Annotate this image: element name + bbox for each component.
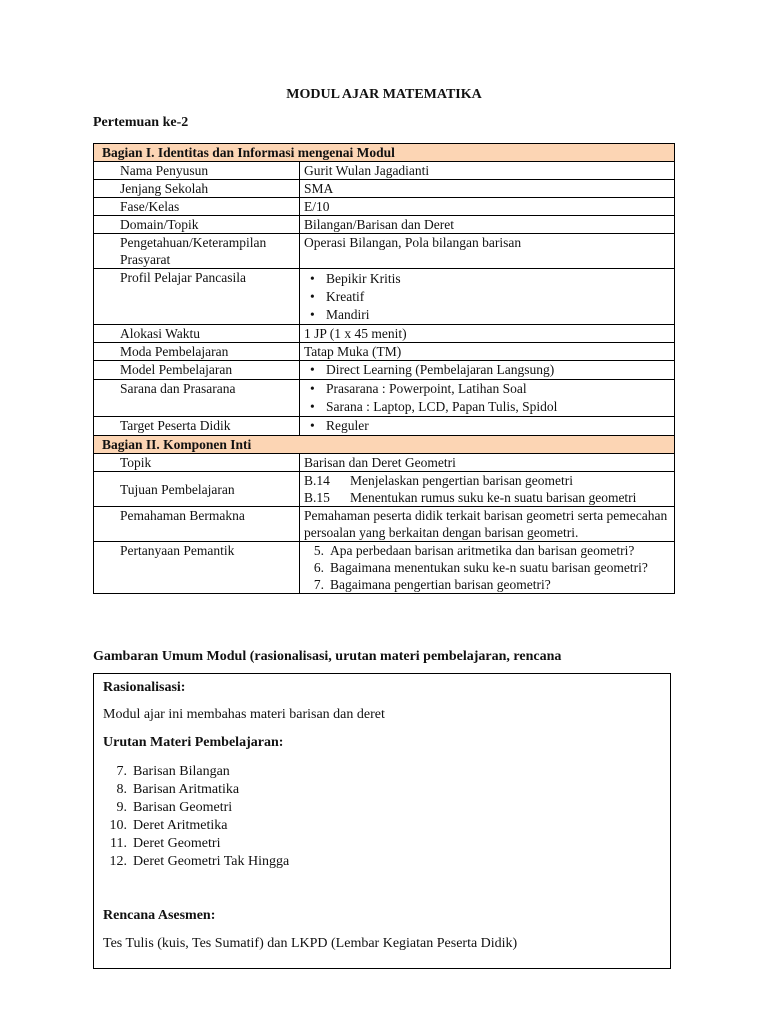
row-value: Tatap Muka (TM) — [300, 343, 675, 361]
row-value — [300, 269, 675, 325]
sequence-text: Barisan Bilangan — [133, 764, 230, 779]
table-row — [94, 417, 675, 436]
list-item: • Mandiri — [304, 306, 670, 323]
section-header-row — [94, 144, 675, 162]
sequence-text: Deret Geometri — [133, 836, 221, 851]
row-label: Domain/Topik — [94, 216, 300, 234]
objective-item — [304, 489, 670, 506]
overview-heading: Gambaran Umum Modul (rasionalisasi, urutan materi pembelajaran, rencana — [93, 649, 562, 664]
sequence-list — [103, 763, 289, 871]
list-item: • Reguler — [304, 417, 670, 434]
sequence-number: 11. — [110, 836, 127, 851]
table-row — [94, 325, 675, 343]
row-label: Pemahaman Bermakna — [94, 507, 300, 542]
row-label: Pengetahuan/Keterampilan Prasyarat — [94, 234, 300, 269]
sequence-number: 7. — [116, 764, 127, 779]
assessment-text: Tes Tulis (kuis, Tes Sumatif) dan LKPD (Lembar Kegiatan Peserta Didik) — [103, 936, 518, 951]
row-label: Topik — [94, 454, 300, 472]
table-row — [94, 507, 675, 542]
list-item: • Prasarana : Powerpoint, Latihan Soal — [304, 380, 670, 397]
row-value: SMA — [300, 180, 675, 198]
objective-text: Menentukan rumus suku ke-n suatu barisan geometri — [350, 490, 637, 505]
row-value: Bilangan/Barisan dan Deret — [300, 216, 675, 234]
list-item: • Kreatif — [304, 288, 670, 305]
overview-box — [93, 673, 671, 969]
list-item — [103, 781, 289, 799]
model-list — [304, 361, 670, 378]
row-value: E/10 — [300, 198, 675, 216]
list-item — [103, 835, 289, 853]
row-value: Pemahaman peserta didik terkait barisan geometri serta pemecahan persoalan yang berkaitan dengan barisan geometri. — [300, 507, 675, 542]
sequence-number: 10. — [109, 818, 127, 833]
assessment-heading: Rencana Asesmen: — [103, 908, 216, 923]
question-item — [304, 576, 670, 593]
row-label: Profil Pelajar Pancasila — [94, 269, 300, 325]
row-label: Jenjang Sekolah — [94, 180, 300, 198]
row-value — [300, 417, 675, 436]
objective-text: Menjelaskan pengertian barisan geometri — [350, 473, 574, 488]
row-value: Gurit Wulan Jagadianti — [300, 162, 675, 180]
section-2-header: Bagian II. Komponen Inti — [94, 436, 675, 454]
table-row — [94, 343, 675, 361]
meeting-label: Pertemuan ke-2 — [93, 115, 189, 130]
list-item — [103, 799, 289, 817]
question-item — [304, 559, 670, 576]
objective-code: B.14 — [304, 473, 330, 488]
table-row — [94, 454, 675, 472]
question-item — [304, 542, 670, 559]
table-row — [94, 361, 675, 380]
table-row — [94, 269, 675, 325]
row-value — [300, 472, 675, 507]
row-label: Sarana dan Prasarana — [94, 380, 300, 417]
list-item: • Bepikir Kritis — [304, 270, 670, 287]
sequence-text: Deret Aritmetika — [133, 818, 228, 833]
row-value: Barisan dan Deret Geometri — [300, 454, 675, 472]
sequence-text: Deret Geometri Tak Hingga — [133, 854, 290, 869]
sequence-text: Barisan Geometri — [133, 800, 233, 815]
row-label: Moda Pembelajaran — [94, 343, 300, 361]
table-row — [94, 162, 675, 180]
question-text: Apa perbedaan barisan aritmetika dan barisan geometri? — [330, 543, 635, 558]
objective-code: B.15 — [304, 490, 330, 505]
list-item — [103, 853, 289, 871]
row-label: Model Pembelajaran — [94, 361, 300, 380]
question-text: Bagaimana menentukan suku ke-n suatu barisan geometri? — [330, 560, 648, 575]
row-label: Fase/Kelas — [94, 198, 300, 216]
rationale-heading: Rasionalisasi: — [103, 680, 186, 695]
row-label: Nama Penyusun — [94, 162, 300, 180]
list-item: • Direct Learning (Pembelajaran Langsung) — [304, 361, 670, 378]
row-value — [300, 542, 675, 594]
facilities-list — [304, 380, 670, 415]
table-row — [94, 472, 675, 507]
sequence-number: 9. — [116, 800, 127, 815]
question-text: Bagaimana pengertian barisan geometri? — [330, 577, 551, 592]
row-value — [300, 361, 675, 380]
list-item — [103, 817, 289, 835]
question-number: 6. — [313, 560, 324, 575]
sequence-heading: Urutan Materi Pembelajaran: — [103, 735, 284, 750]
module-identity-table — [93, 143, 675, 594]
table-row — [94, 198, 675, 216]
section-header-row — [94, 436, 675, 454]
table-row — [94, 542, 675, 594]
rationale-text: Modul ajar ini membahas materi barisan dan deret — [103, 707, 385, 722]
page-title: MODUL AJAR MATEMATIKA — [286, 87, 482, 102]
row-label: Target Peserta Didik — [94, 417, 300, 436]
list-item: • Sarana : Laptop, LCD, Papan Tulis, Spidol — [304, 398, 670, 415]
target-list — [304, 417, 670, 434]
question-number: 7. — [313, 577, 324, 592]
sequence-text: Barisan Aritmatika — [133, 782, 240, 797]
row-value: Operasi Bilangan, Pola bilangan barisan — [300, 234, 675, 269]
list-item — [103, 763, 289, 781]
row-label: Pertanyaan Pemantik — [94, 542, 300, 594]
row-value — [300, 380, 675, 417]
profile-list — [304, 270, 670, 323]
section-1-header: Bagian I. Identitas dan Informasi mengenai Modul — [94, 144, 675, 162]
table-row — [94, 216, 675, 234]
row-label: Alokasi Waktu — [94, 325, 300, 343]
table-row — [94, 180, 675, 198]
table-row — [94, 234, 675, 269]
sequence-number: 12. — [109, 854, 127, 869]
row-value: 1 JP (1 x 45 menit) — [300, 325, 675, 343]
sequence-number: 8. — [116, 782, 127, 797]
row-label: Tujuan Pembelajaran — [94, 472, 300, 507]
question-number: 5. — [313, 543, 324, 558]
objective-item — [304, 472, 670, 489]
table-row — [94, 380, 675, 417]
